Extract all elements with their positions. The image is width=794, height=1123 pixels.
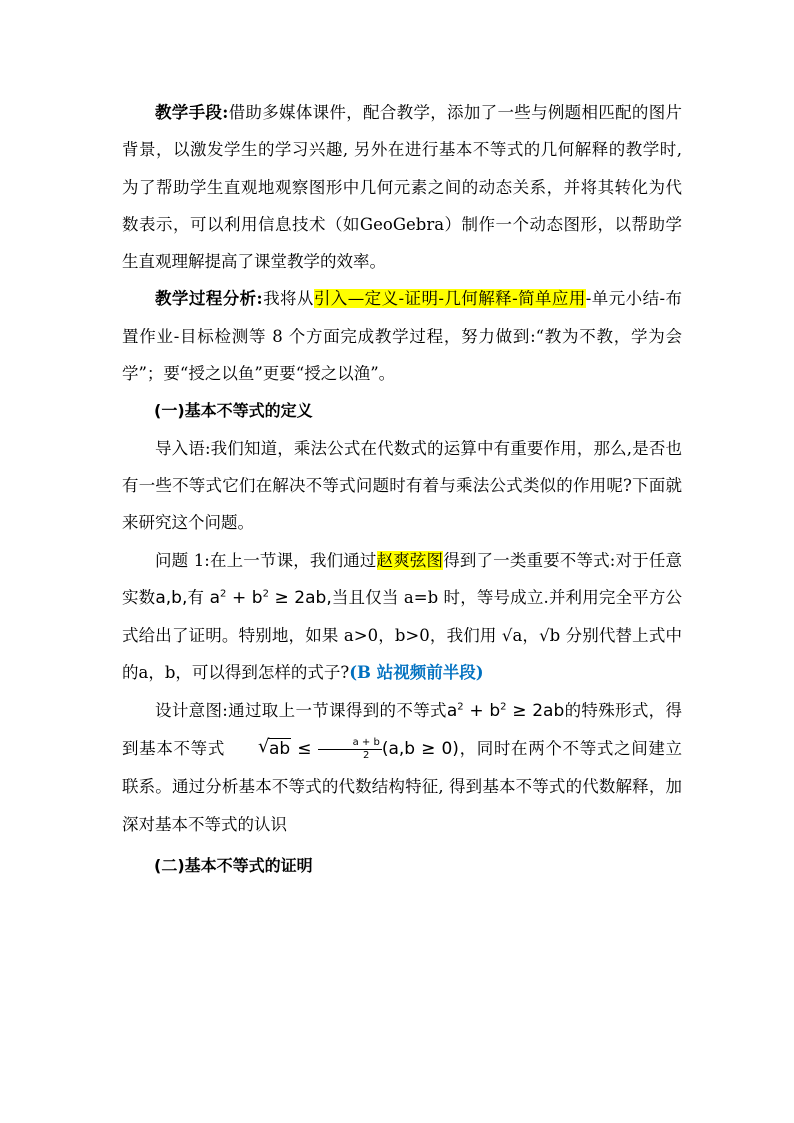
process-analysis-post: -单元小结-布置作业-目标检测等 8 个方面完成教学过程，努力做到:“教为不教，学为会学”；要“授之以鱼”更要“授之以渔”。 — [122, 289, 683, 384]
paragraph-question-1 — [122, 542, 682, 692]
q1-mid1: 得到了一类重要不等式:对于任意实数 — [122, 550, 682, 607]
process-analysis-label: 教学过程分析: — [155, 289, 263, 309]
document-body — [122, 94, 682, 884]
di-basic-inequality: √ ab ≤ $\frac{a + b}{2}$ (a,b ≥ 0) — [225, 739, 459, 759]
q1-video-note: (B 站视频前半段) — [349, 663, 484, 683]
process-analysis-pre: 我将从 — [262, 289, 314, 309]
teaching-methods-label: 教学手段: — [155, 103, 229, 122]
q1-mid2: 有 — [187, 587, 205, 607]
sqrt-ab: √ ab — [257, 736, 291, 760]
di-inequality: $a^2 + b^2 \ge 2ab$ — [446, 700, 565, 721]
teaching-methods-text: 借助多媒体课件，配合教学，添加了一些与例题相匹配的图片背景，以激发学生的学习兴趣, 另外在进行基本不等式的几何解释的教学时, 为了帮助学生直观地观察图形中几何元素之间的动态关系，并将其转化为代数表示，可以利用信息技术（如GeoGebra）制作一个动态图形，以帮助学生直观理解提高了课堂教学的效率。 — [122, 103, 683, 272]
di-post: ，同时在两个不等式之间建立联系。通过分析基本不等式的代数结构特征, 得到基本不等式的代数解释，加深对基本不等式的认识 — [122, 739, 683, 834]
q1-mid3: 当且仅当 a=b 时，等号成立.并利用完全平方公式给出了证明。特别地，如果 a>0，b>0，我们用 √a，√b 分别代替上式中的a，b，可以得到怎样的式子? — [122, 587, 683, 683]
paragraph-design-intent — [122, 692, 682, 843]
di-pre: 设计意图:通过取上一节课得到的不等式 — [155, 700, 447, 720]
q1-vars: a,b, — [155, 587, 188, 608]
q1-highlight: 赵爽弦图 — [376, 550, 444, 570]
di-mid: 的特殊形式，得到基本不等式 — [122, 700, 682, 759]
heading-definition: (一)基本不等式的定义 — [154, 401, 313, 421]
fraction-a-plus-b-over-2: $\frac{a + b}{2}$ — [318, 737, 382, 762]
heading-proof: (二)基本不等式的证明 — [154, 855, 313, 875]
paragraph-lead-in: 导入语:我们知道，乘法公式在代数式的运算中有重要作用，那么,是否也有一些不等式它们在解决不等式问题时有着与乘法公式类似的作用呢?下面就来研究这个问题。 — [122, 438, 682, 533]
paragraph-teaching-methods — [122, 94, 682, 280]
q1-pre: 问题 1:在上一节课，我们通过 — [155, 550, 377, 570]
process-analysis-highlight: 引入—定义-证明-几何解释-简单应用 — [313, 289, 586, 309]
paragraph-process-analysis — [122, 280, 682, 392]
q1-inequality: $a^2 + b^2 \ge 2ab$, — [209, 587, 332, 608]
